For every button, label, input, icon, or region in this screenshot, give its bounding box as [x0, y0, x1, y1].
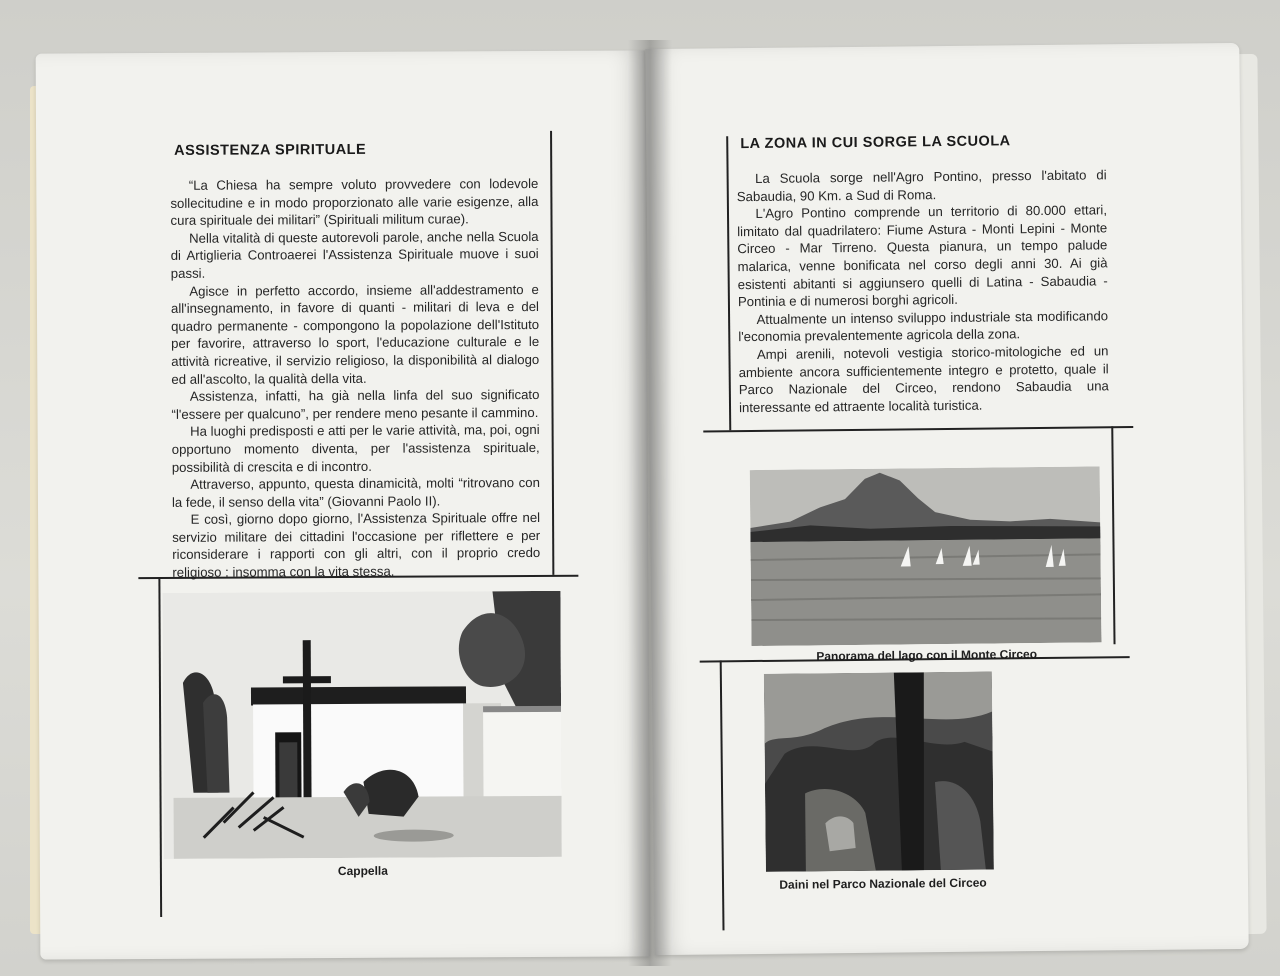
photo-rule-vertical	[1111, 426, 1115, 644]
paragraph: Ha luoghi predisposti e atti per le varie attività, ma, poi, ogni opportuno momento diventa, per l'assistenza spirituale, possibilità di crescita e di incontro.	[171, 422, 540, 475]
article-text	[170, 175, 540, 582]
chapel-photo	[162, 591, 561, 859]
column-rule-horizontal	[703, 426, 1133, 432]
page-title: LA ZONA IN CUI SORGE LA SCUOLA	[740, 133, 1011, 153]
deer-park-photo	[764, 672, 994, 872]
book-gutter	[628, 40, 672, 966]
paragraph: Agisce in perfetto accordo, insieme all'addestramento e all'insegnamento, in favore di quanti - militari di leva e del quadro permanente - compongono la popolazione dell'Istituto per favorire, attraverso lo sport, l'educazione culturale e le attività ricreative, il servizio religioso, la disponibilità al dialogo ed all'ascolto, la qualità della vita.	[170, 281, 540, 387]
photo-caption: Panorama del lago con il Monte Circeo	[816, 647, 1038, 664]
photo-rule-vertical	[158, 577, 161, 917]
paragraph: Nella vitalità di queste autorevoli parole, anche nella Scuola di Artiglieria Controaerei l'Assistenza Spirituale muove i suoi passi.	[170, 228, 539, 281]
left-page	[36, 50, 651, 959]
photo-rule-vertical-2	[720, 660, 724, 930]
column-rule-vertical	[550, 131, 554, 575]
lake-photo	[750, 466, 1102, 646]
paragraph: La Scuola sorge nell'Agro Pontino, presso l'abitato di Sabaudia, 90 Km. a Sud di Roma.	[736, 167, 1107, 204]
column-rule-vertical	[726, 136, 731, 430]
right-page	[645, 43, 1248, 955]
paragraph: Attualmente un intenso sviluppo industriale sta modificando l'economia prevalentemente agricola della zona.	[738, 308, 1109, 345]
article-text	[737, 166, 1110, 416]
paragraph: Attraverso, appunto, questa dinamicità, molti “ritrovano con la fede, il senso della vita” (Giovanni Paolo II).	[171, 475, 540, 510]
page-title: ASSISTENZA SPIRITUALE	[174, 141, 367, 159]
photo-caption: Daini nel Parco Nazionale del Circeo	[779, 875, 987, 892]
paragraph: “La Chiesa ha sempre voluto provvedere con lodevole sollecitudine e in modo proporzionato alle varie esigenze, alla cura spirituale dei militari” (Spirituali militum curae).	[170, 175, 539, 229]
paragraph: E così, giorno dopo giorno, l'Assistenza Spirituale offre nel servizio militare dei cittadini l'occasione per riflettere e per riconsiderare i rapporti con gli altri, con il proprio credo religioso : insomma con la vita stessa.	[172, 510, 541, 580]
paragraph: Assistenza, infatti, ha già nella linfa del suo significato “l'essere per qualcuno”, per rendere meno pesante il cammino.	[171, 387, 540, 422]
photo-caption: Cappella	[337, 863, 388, 879]
paragraph: Ampi arenili, notevoli vestigia storico-mitologiche ed un ambiente ancora sufficientemente integro e protetto, quale il Parco Nazionale del Circeo, rendono Sabaudia una interessante ed attraente località turistica.	[738, 343, 1109, 415]
paragraph: L'Agro Pontino comprende un territorio di 80.000 ettari, limitato dal quadrilatero: Fiume Astura - Monti Lepini - Monte Circeo - Mar Tirreno. Questa pianura, un tempo palude malarica, venne bonificata nel corso degli anni 30. Ai già esistenti abitanti si aggiunsero quelli di Latina - Sabaudia - Pontinia e di numerosi borghi agricoli.	[737, 202, 1108, 310]
